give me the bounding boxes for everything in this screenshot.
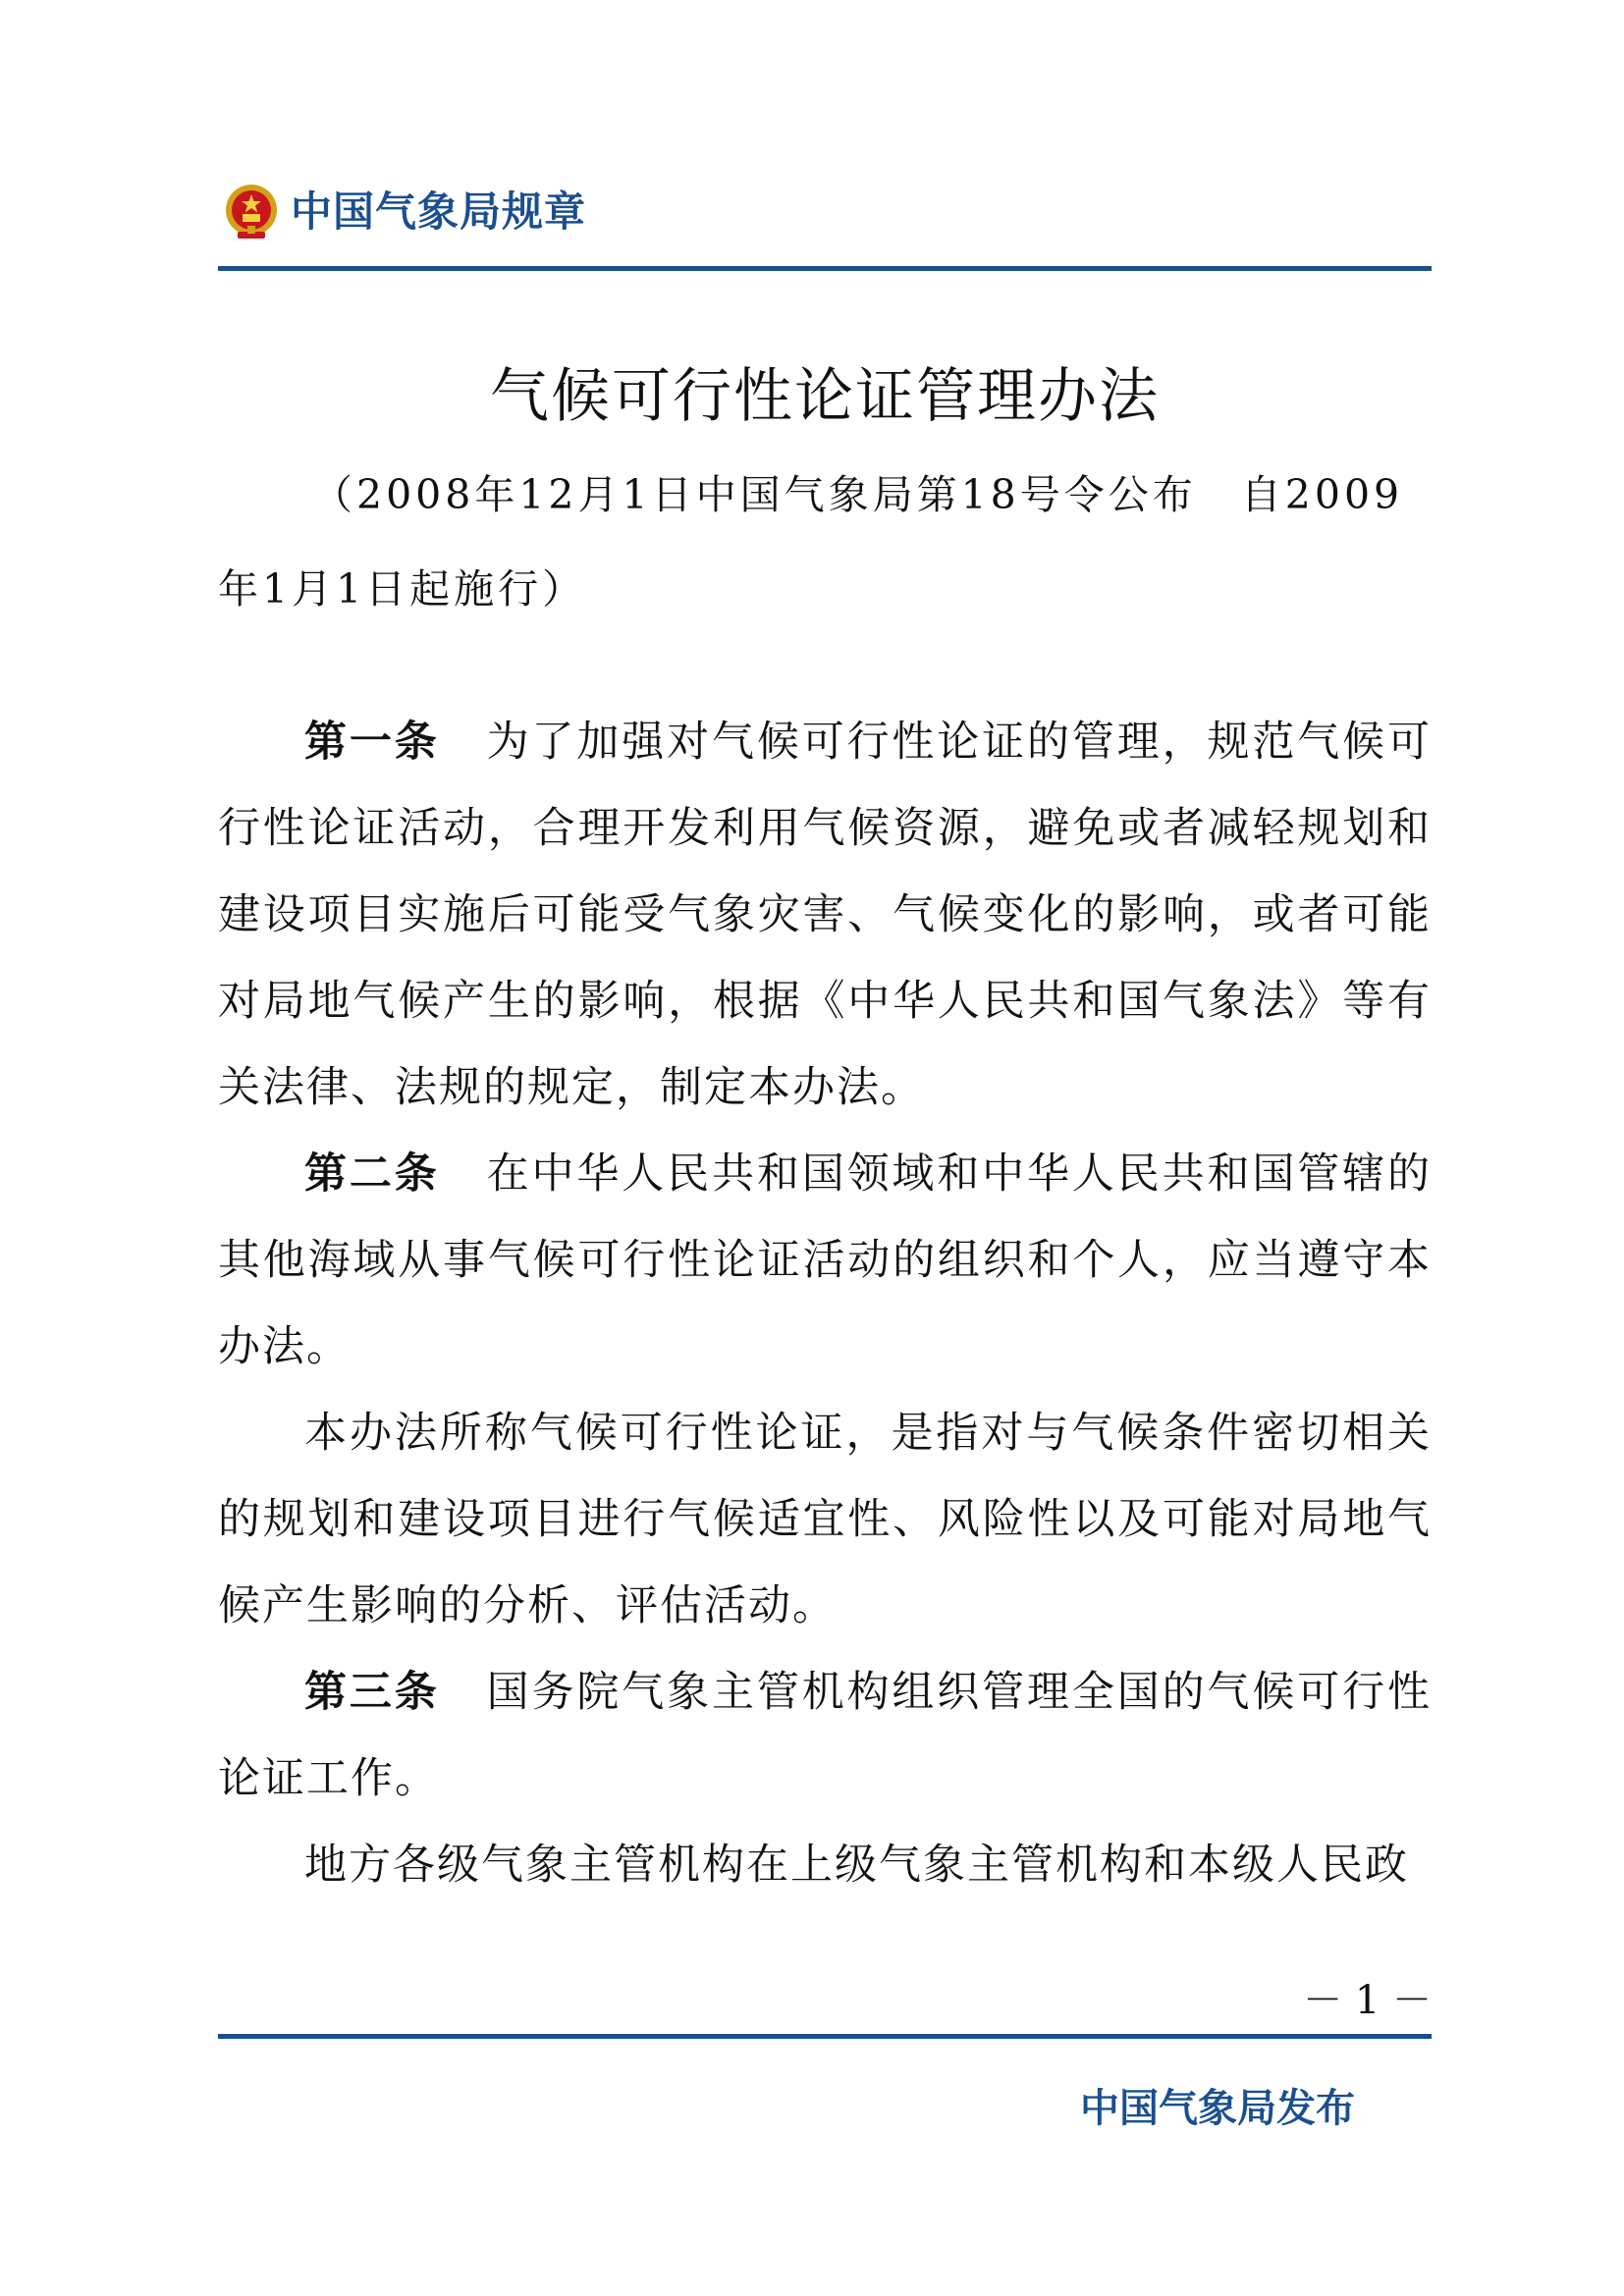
document-subtitle: （2008年12月1日中国气象局第18号令公布 自2009年1月1日起施行） — [218, 471, 1404, 613]
paragraph — [218, 1649, 1432, 1822]
article-label: 第三条 — [304, 1668, 440, 1717]
paragraph-text: 地方各级气象主管机构在上级气象主管机构和本级人民政 — [304, 1841, 1409, 1890]
footer-divider — [218, 2034, 1432, 2039]
publisher-label: 中国气象局发布 — [1080, 2086, 1355, 2131]
paragraph — [218, 1822, 1432, 1908]
paragraph-text: 在中华人民共和国领域和中华人民共和国管辖的其他海域从事气候可行性论证活动的组织和个人，应当遵守本办法。 — [218, 1149, 1433, 1371]
document-body — [218, 699, 1432, 1908]
paragraph-text: 为了加强对气候可行性论证的管理，规范气候可行性论证活动，合理开发利用气候资源，避免或者减轻规划和建设项目实施后可能受气象灾害、气候变化的影响，或者可能对局地气候产生的影响，根据《中华人民共和国气象法》等有关法律、法规的规定，制定本办法。 — [218, 718, 1433, 1112]
paragraph — [218, 1131, 1432, 1390]
header-divider — [218, 266, 1432, 271]
paragraph — [218, 1390, 1432, 1649]
article-label: 第一条 — [304, 718, 440, 767]
article-label: 第二条 — [304, 1149, 440, 1199]
paragraph-text: 本办法所称气候可行性论证，是指对与气候条件密切相关的规划和建设项目进行气候适宜性、风险性以及可能对局地气候产生影响的分析、评估活动。 — [218, 1409, 1432, 1630]
header-title: 中国气象局规章 — [291, 187, 587, 236]
page-number: － 1 － — [1303, 1978, 1432, 2023]
paragraph — [218, 699, 1432, 1131]
document-title: 气候可行性论证管理办法 — [490, 362, 1160, 431]
national-emblem-icon — [224, 183, 279, 241]
page-header — [218, 175, 1432, 263]
paragraph-text: 国务院气象主管机构组织管理全国的气候可行性论证工作。 — [218, 1668, 1433, 1803]
